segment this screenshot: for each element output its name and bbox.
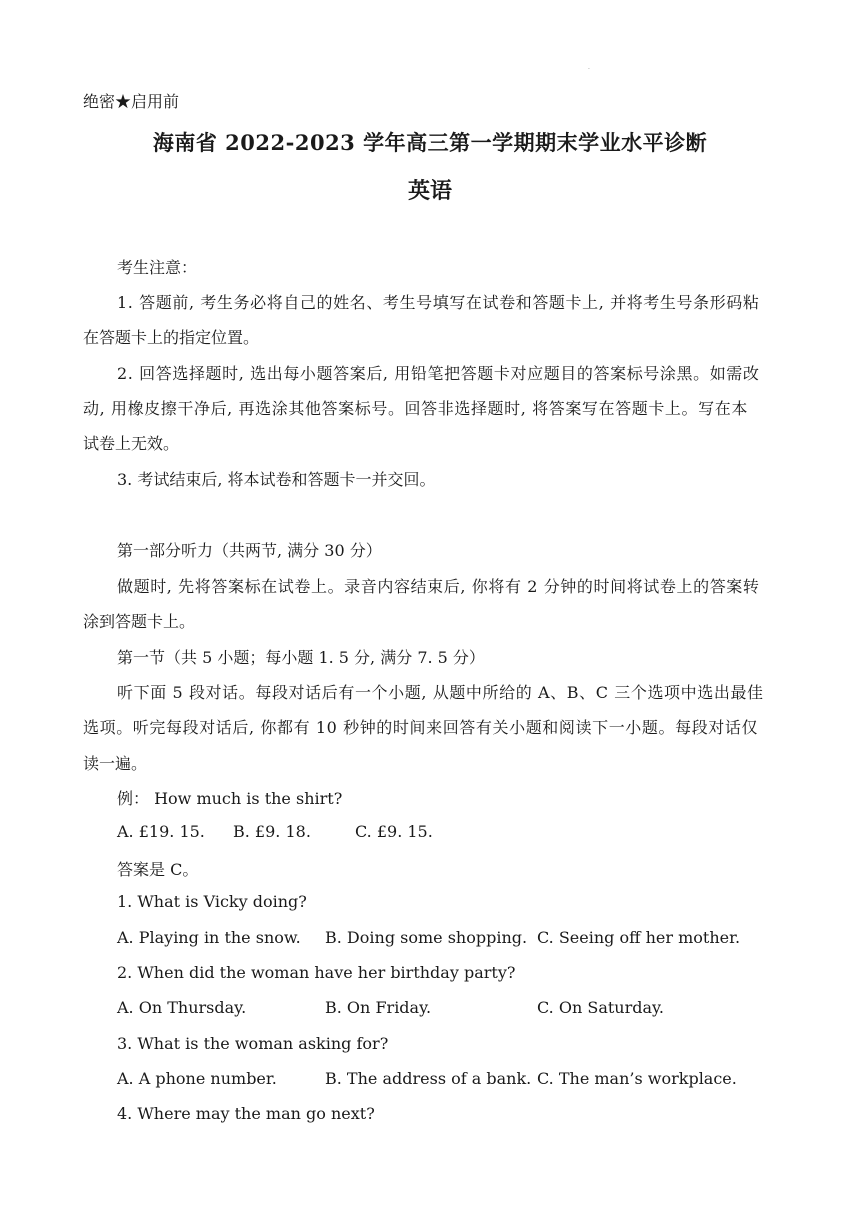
question-2: 2. When did the woman have her birthday party? bbox=[117, 963, 516, 982]
example-answer: 答案是 C。 bbox=[117, 860, 199, 879]
section1-line-1: 听下面 5 段对话。每段对话后有一个小题, 从题中所给的 A、B、C 三个选项中选出最佳 bbox=[117, 683, 764, 702]
notice-item-1-line-1: 1. 答题前, 考生务必将自己的姓名、考生号填写在试卷和答题卡上, 并将考生号条形码粘 bbox=[117, 293, 760, 312]
exam-title: 海南省 2022-2023 学年高三第一学期期末学业水平诊断 bbox=[152, 130, 708, 155]
question-1-option-c: C. Seeing off her mother. bbox=[537, 928, 741, 947]
question-4: 4. Where may the man go next? bbox=[117, 1104, 375, 1123]
example-option-a: A. £19. 15. bbox=[117, 822, 205, 841]
question-1-option-a: A. Playing in the snow. bbox=[117, 928, 301, 947]
example-option-b: B. £9. 18. bbox=[233, 822, 311, 841]
scan-speck: · bbox=[588, 66, 590, 73]
question-2-option-a: A. On Thursday. bbox=[117, 998, 247, 1017]
example-question: 例： How much is the shirt? bbox=[117, 789, 343, 808]
question-3-option-a: A. A phone number. bbox=[117, 1069, 277, 1088]
notice-item-3: 3. 考试结束后, 将本试卷和答题卡一并交回。 bbox=[117, 470, 436, 489]
question-2-option-b: B. On Friday. bbox=[325, 998, 432, 1017]
question-2-option-c: C. On Saturday. bbox=[537, 998, 665, 1017]
section1-line-2: 选项。听完每段对话后, 你都有 10 秒钟的时间来回答有关小题和阅读下一小题。每段对话仅 bbox=[83, 718, 759, 737]
question-3: 3. What is the woman asking for? bbox=[117, 1034, 389, 1053]
part1-instruction-line-1: 做题时, 先将答案标在试卷上。录音内容结束后, 你将有 2 分钟的时间将试卷上的答案转 bbox=[117, 577, 760, 596]
question-3-option-c: C. The man’s workplace. bbox=[537, 1069, 737, 1088]
question-1-option-b: B. Doing some shopping. bbox=[325, 928, 528, 947]
notice-item-2-line-3: 试卷上无效。 bbox=[83, 434, 180, 453]
section1-heading: 第一节（共 5 小题；每小题 1. 5 分, 满分 7. 5 分） bbox=[117, 648, 485, 667]
example-option-c: C. £9. 15. bbox=[355, 822, 433, 841]
section1-line-3: 读一遍。 bbox=[83, 754, 148, 773]
secret-label: 绝密★启用前 bbox=[83, 92, 180, 111]
notice-item-2-line-2: 动, 用橡皮擦干净后, 再选涂其他答案标号。回答非选择题时, 将答案写在答题卡上。写在本 bbox=[83, 399, 748, 418]
notice-heading: 考生注意： bbox=[117, 258, 198, 277]
part1-heading: 第一部分听力（共两节, 满分 30 分） bbox=[117, 541, 382, 560]
notice-item-2-line-1: 2. 回答选择题时, 选出每小题答案后, 用铅笔把答题卡对应题目的答案标号涂黑。如需改 bbox=[117, 364, 760, 383]
question-3-option-b: B. The address of a bank. bbox=[325, 1069, 532, 1088]
notice-item-1-line-2: 在答题卡上的指定位置。 bbox=[83, 328, 260, 347]
subject-title: 英语 bbox=[407, 178, 452, 204]
question-1: 1. What is Vicky doing? bbox=[117, 892, 307, 911]
part1-instruction-line-2: 涂到答题卡上。 bbox=[83, 612, 196, 631]
